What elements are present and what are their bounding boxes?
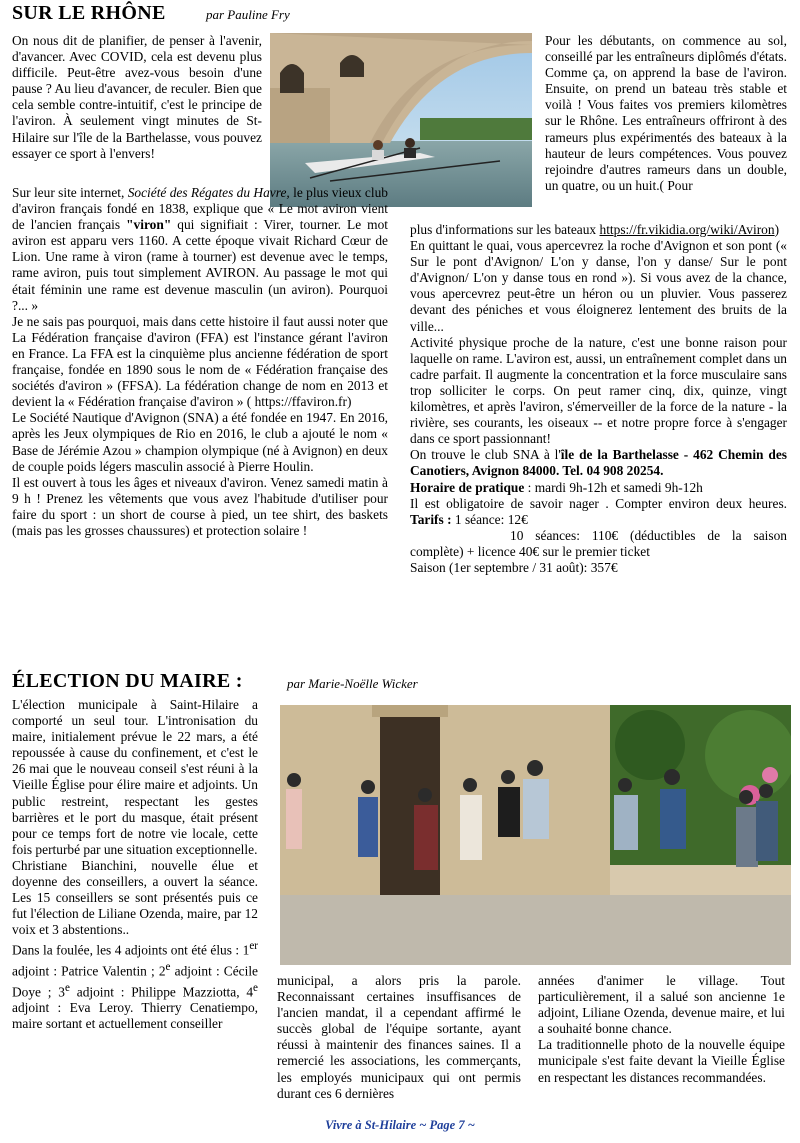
article1-r3: En quittant le quai, vous apercevrez la roche d'Avignon et son pont (« Sur le pont d'Avignon/ L'on y danse, l'on y danse/ Sur le pont d'Avignon/ L'on y danse tous en rond »). Si vous avez de la chance, vous apercevrez peut-être un héron ou un pluvier. Vous passerez devant des péniches et vous éloignerez lentement des bruits de la ville... (410, 238, 787, 334)
p2-rest: le plus vieux club d'aviron français fondé en 1838, explique que « Le mot aviron vient de l'ancien français (12, 185, 388, 233)
article2-p2: Christiane Bianchini, nouvelle élue et doyenne des conseillers, a ouvert la séance. Les 15 conseillers se sont présentés puis ce fut l'élection de Liliane Ozenda, maire, par 12 voix et 3 abstentions.. (12, 857, 258, 938)
p2-end: qui signifiait : Virer, tourner. Le mot aviron est apparu vers 1160. A cette époque vivait Richard Cœur de Lion. Une rame à viron (rame à tourner) est devenue avec le temps, rame aviron, puis tout simplement AVIRON. Au passage le mot qui était féminin une rame est devenue masculin (un aviron). Pourquoi ?... » (12, 217, 388, 313)
r7-end: 1 séance: 12€ (454, 511, 528, 527)
tarifs-label: Tarifs : (410, 511, 452, 527)
p3a: Dans la foulée, les 4 adjoints ont été élus : 1 (12, 942, 250, 958)
article2-p1: L'élection municipale à Saint-Hilaire a comporté un seul tour. L'intronisation du maire, initialement prévue le 22 mars, a été repoussée à cause du confinement, et c'est le 26 mai que le nouveau conseil s'est réuni à la Vieille Église pour élire maire et adjoints. Un public restreint, respectant les gestes barrières et le port du masque, était présent pour ce temps fort de notre vie locale, cette fois perturbé par une situation exceptionnelle. (12, 697, 258, 857)
r2-text: plus d'informations sur les bateaux (410, 222, 597, 237)
article2-c3a: années d'animer le village. Tout particulièrement, il a salué son ancienne 1e adjoint, Liliane Ozenda, devenue maire, et lui a souhaité bonne chance. (538, 973, 785, 1037)
club-address: île de la Barthelasse - 462 Chemin des Canotiers, Avignon 84000. Tel. 04 908 20254. (410, 447, 787, 479)
p3e: adjoint : Eva Leroy. Thierry Cenatiempo, maire sortant et actuellement conseiller (12, 1000, 258, 1032)
article2-byline: par Marie-Noëlle Wicker (287, 676, 418, 691)
article1-p1: On nous dit de planifier, de penser à l'avenir, d'avancer. Avec COVID, cela est devenu plus difficile. Peut-être avez-vous besoin d'une pause ? Au lieu d'avancer, de reculer. Bien que cela semble contre-intuitif, c'est le principe de l'aviron. À seulement vingt minutes de St-Hilaire sur l'île de la Barthelasse, vous pouvez essayer ce sport à l'envers! (12, 33, 262, 161)
article1-r6 (410, 480, 787, 496)
sup-e: e (165, 960, 171, 973)
schedule-value: : mardi 9h-12h et samedi 9h-12h (527, 479, 703, 495)
article1-right-top (545, 33, 787, 194)
p3d: adjoint : Philippe Mazziotta, 4 (76, 984, 254, 999)
article2-title: ÉLECTION DU MAIRE : (12, 670, 243, 692)
article2-column2 (277, 973, 521, 1102)
article1-p5: Il est ouvert à tous les âges et niveaux d'aviron. Venez samedi matin à 9 h ! Prenez les vêtements que vous avez l'habitude d'utiliser pour faire du sport : un short de course à pied, un tee shirt, des baskets (mais pas les grosses chaussures) et protection solaire ! (12, 474, 388, 538)
article2-column3 (538, 973, 785, 1086)
article2-p3 (12, 938, 258, 1032)
article1-p3: Je ne sais pas pourquoi, mais dans cette histoire il faut aussi noter que La Fédération française d'aviron (FFA) est l'instance gérant l'aviron en France. La FFA est la cinquième plus ancienne fédération de sport française, fondée en 1890 sous le nom de « Fédération française des sociétés d'aviron » (FFSA). La fédération change de nom en 2013 et devient la « Fédération française d'aviron » ( https://ffaviron.fr) (12, 313, 388, 410)
r2-close: ) (774, 222, 780, 237)
article1-p2 (12, 185, 388, 314)
r5-lead: On trouve le club SNA à l' (410, 447, 561, 463)
article1-title: SUR LE RHÔNE (12, 2, 166, 24)
article1-r9: Saison (1er septembre / 31 août): 357€ (410, 559, 618, 575)
article2-c3b: La traditionnelle photo de la nouvelle équipe municipale s'est faite devant la Vieille Église en respectant les distances recommandées. (538, 1037, 785, 1085)
r7-text: Il est obligatoire de savoir nager . Compter environ deux heures. (410, 495, 787, 511)
p2-italic: Société des Régates du Havre, (127, 185, 290, 200)
article1-byline: par Pauline Fry (206, 7, 290, 22)
article1-r4: Activité physique proche de la nature, c'est une bonne raison pour laquelle on rame. L'aviron est, aussi, un entraînement complet dans un cadre parfait. Il augmente la concentration et la force musculaire sans trop solliciter le corps. On peut ramer cinq, dix, quinze, vingt kilomètres, et après l'aviron, s'émerveiller de la force de la nature - la rivière, ses courants, les oiseaux -- et notre propre force à s'engager dans ce sport passionnant! (410, 334, 787, 447)
p2-lead: Sur leur site internet, (12, 185, 125, 200)
article1-r1: Pour les débutants, on commence au sol, conseillé par les entraîneurs diplômés d'états. Comme ça, on apprend la base de l'aviron. Ensuite, on prend un bateau très stable et voilà ! Vous faites vos premiers kilomètres sur le Rhône. Les entraîneurs offriront à des rameurs plus expérimentés des bateaux à la hauteur de leurs compétences. Vous pouvez rejoindre d'autres rameurs dans un double, un quatre, ou un huit.( Pour (545, 33, 787, 193)
article1-r7 (410, 496, 787, 528)
council-photo (280, 705, 791, 965)
article1-intro (12, 33, 262, 162)
article1-right-column (410, 222, 787, 576)
article1-p4: Le Société Nautique d'Avignon (SNA) a été fondée en 1947. En 2016, après les Jeux olympiques de Rio en 2016, le club a ajouté le nom « Base de Jérémie Azou » champion olympique (né à Avignon) en deux de couple poids légers masculin associé à Pierre Houlin. (12, 410, 388, 474)
page-footer: Vivre à St-Hilaire ~ Page 7 ~ (325, 1118, 475, 1132)
p3c: adjoint : Cécile Doye ; 3 (12, 963, 258, 999)
article1-r2 (410, 222, 787, 238)
vikidia-link[interactable]: https://fr.vikidia.org/wiki/Aviron (599, 222, 775, 237)
rowing-photo (270, 33, 532, 207)
article2-column1 (12, 697, 258, 1032)
sup-e: e (65, 981, 70, 994)
p2-bold: "viron" (126, 217, 172, 233)
schedule-label: Horaire de pratique (410, 479, 525, 495)
article1-left-column (12, 185, 388, 539)
article2-c2: municipal, a alors pris la parole. Reconnaissant certaines insuffisances de l'ancien mandat, il a cependant affirmé le succès global de l'équipe sortante, ayant réussi à maintenir des finances saines. Il a remercié les associations, les commerçants, les employés municipaux qui ont permis durant ces 6 dernières (277, 973, 521, 1101)
sup-er: er (249, 940, 258, 953)
sup-e: e (253, 981, 258, 994)
article1-r8: 10 séances: 110€ (déductibles de la saison complète) + licence 40€ sur le premier ticket (410, 527, 787, 559)
p3b: adjoint : Patrice Valentin ; 2 (12, 963, 166, 979)
article1-r5 (410, 447, 787, 479)
